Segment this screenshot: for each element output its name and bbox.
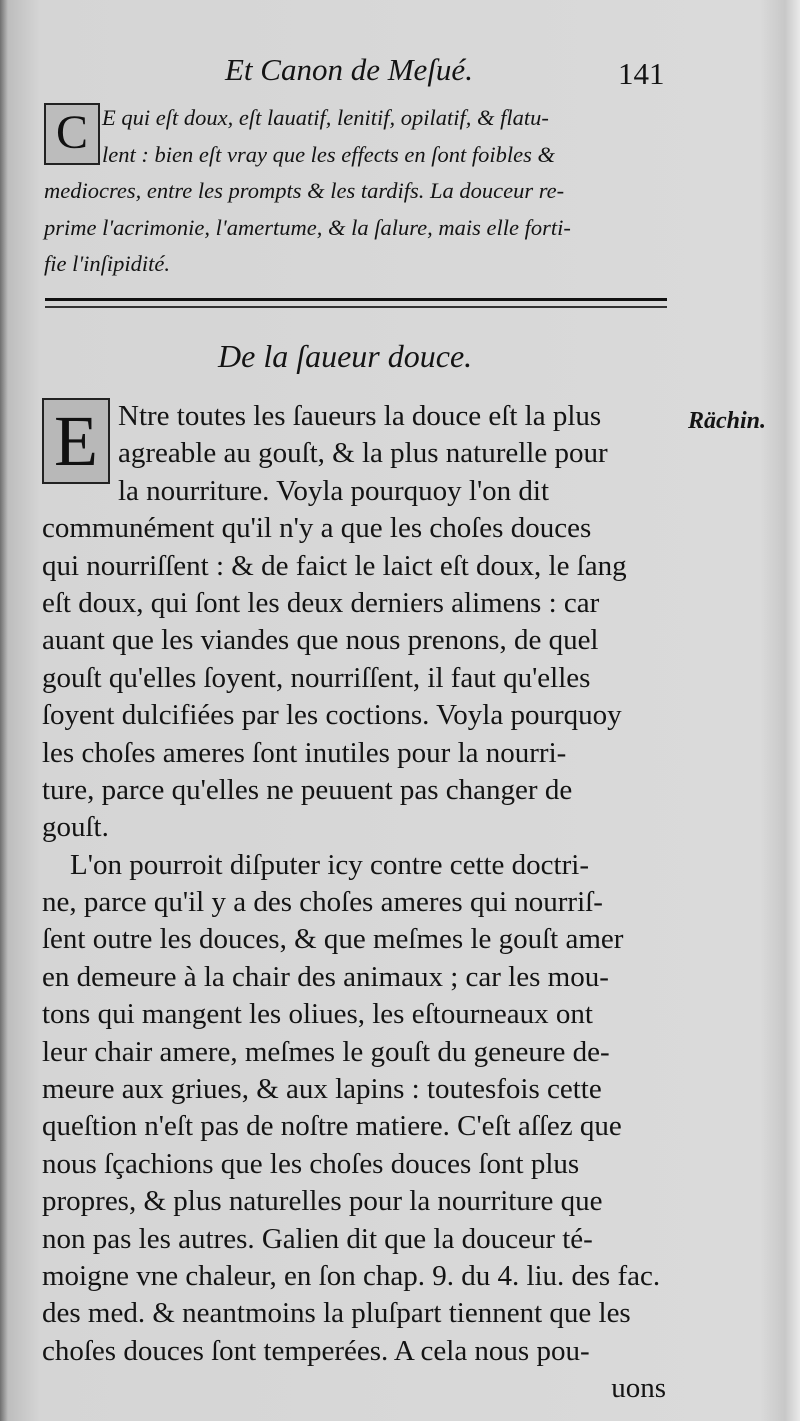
body-line: tons qui mangent les oliues, les eſtourneaux ont [42, 998, 593, 1031]
body-line: qui nourriſſent : & de faict le laict eſt doux, le ſang [42, 549, 627, 582]
ornamental-initial-large: E [42, 398, 110, 484]
body-line: ſent outre les douces, & que meſmes le gouſt amer [42, 923, 624, 956]
body-line: auant que les viandes que nous prenons, de quel [42, 624, 599, 657]
body-line: moigne vne chaleur, en ſon chap. 9. du 4. liu. des fac. [42, 1259, 661, 1292]
page-number: 141 [618, 56, 665, 91]
body-line: Ntre toutes les ſaueurs la douce eſt la plus [118, 400, 602, 432]
body-line: la nourriture. Voyla pourquoy l'on dit [118, 474, 550, 507]
ornamental-initial-small: C [44, 103, 100, 165]
intro-line: prime l'acrimonie, l'amertume, & la ſalure, mais elle forti- [44, 214, 571, 240]
intro-line: fie l'inſipidité. [44, 251, 171, 276]
body-line: en demeure à la chair des animaux ; car les mou- [42, 960, 609, 993]
body-line: propres, & plus naturelles pour la nourriture que [42, 1185, 603, 1218]
section-divider [45, 298, 667, 308]
intro-line: mediocres, entre les prompts & les tardifs. La douceur re- [44, 178, 565, 203]
body-line: ture, parce qu'elles ne peuuent pas changer de [42, 773, 573, 806]
intro-line: lent : bien eſt vray que les effects en ſont foibles & [102, 141, 555, 167]
body-line: nous ſçachions que les choſes douces ſont plus [42, 1147, 580, 1180]
body-line: eſt doux, qui ſont les deux derniers alimens : car [42, 586, 600, 619]
body-paragraphs [42, 398, 674, 1408]
body-line: leur chair amere, meſmes le gouſt du geneure de- [42, 1035, 610, 1068]
running-head-title: Et Canon de Meſué. [225, 52, 473, 87]
body-line: agreable au gouſt, & la plus naturelle pour [118, 437, 608, 470]
intro-line: E qui eſt doux, eſt lauatif, lenitif, opilatif, & flatu- [102, 105, 549, 130]
catchword: uons [611, 1372, 666, 1405]
section-title: De la ſaueur douce. [218, 338, 473, 374]
body-line: communément qu'il n'y a que les choſes douces [42, 512, 592, 545]
body-line: gouſt. [42, 811, 109, 844]
body-line: ne, parce qu'il y a des choſes ameres qui nourriſ- [42, 886, 603, 919]
body-line: ſoyent dulcifiées par les coctions. Voyla pourquoy [42, 699, 622, 732]
body-line: les choſes ameres ſont inutiles pour la nourri- [42, 736, 567, 769]
intro-paragraph [44, 100, 674, 283]
body-line: choſes douces ſont temperées. A cela nous pou- [42, 1334, 590, 1367]
body-line: L'on pourroit diſputer icy contre cette doctri- [70, 848, 589, 881]
body-line: meure aux griues, & aux lapins : toutesfois cette [42, 1073, 602, 1106]
marginal-note: Rächin. [688, 408, 767, 434]
body-line: queſtion n'eſt pas de noſtre matiere. C'eſt aſſez que [42, 1110, 622, 1143]
body-line: non pas les autres. Galien dit que la douceur té- [42, 1222, 593, 1255]
body-line: des med. & neantmoins la pluſpart tiennent que les [42, 1297, 631, 1330]
body-line: gouſt qu'elles ſoyent, nourriſſent, il faut qu'elles [42, 661, 591, 694]
running-head [0, 52, 800, 98]
